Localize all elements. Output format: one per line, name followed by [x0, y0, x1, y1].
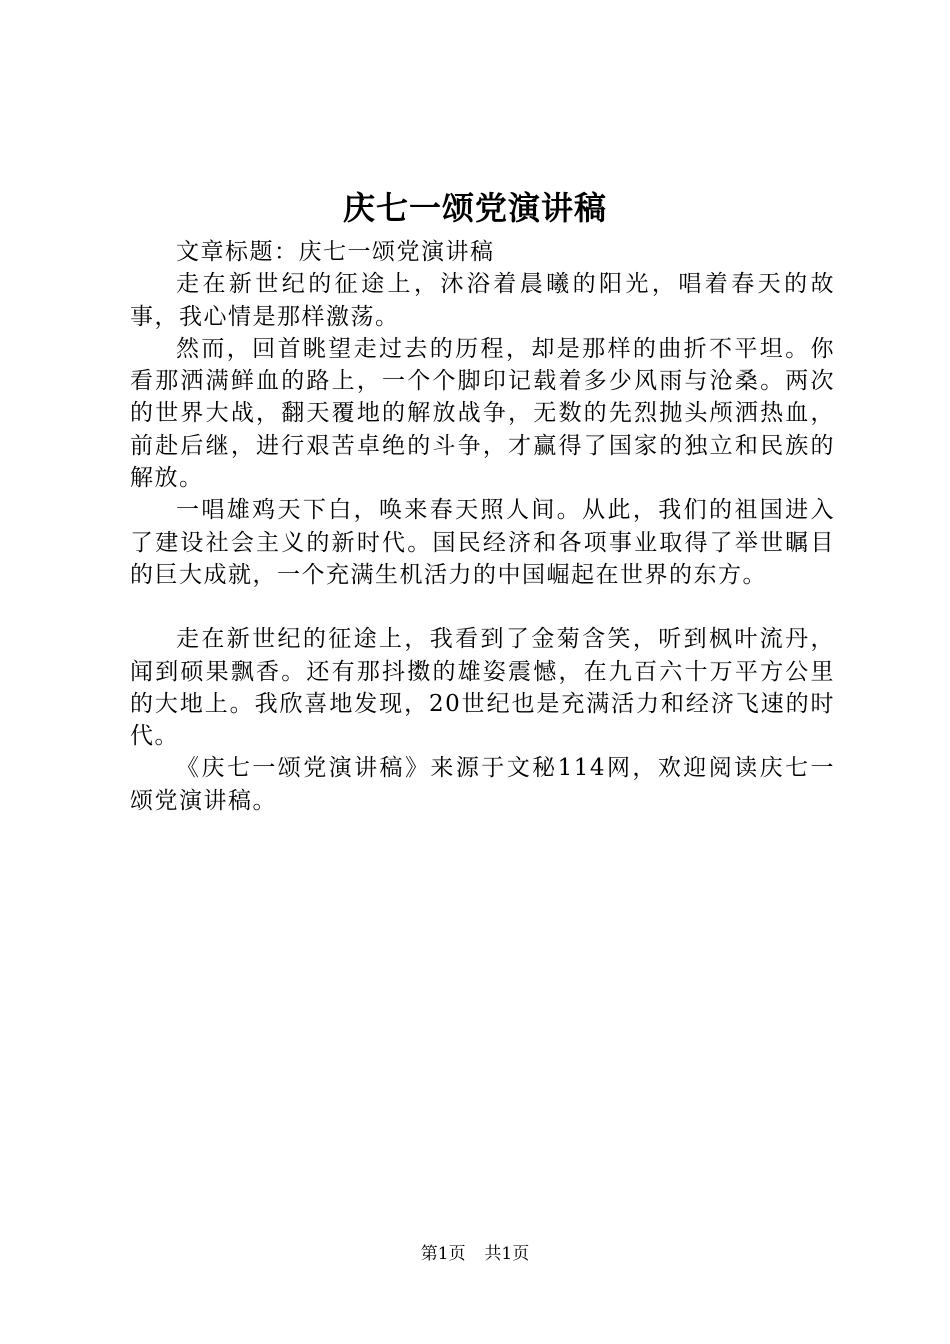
- document-body: [130, 236, 835, 817]
- paragraph-intro: 走在新世纪的征途上，沐浴着晨曦的阳光，唱着春天的故事，我心情是那样激荡。: [130, 271, 835, 330]
- paragraph-article-title: 文章标题：庆七一颂党演讲稿: [176, 239, 495, 265]
- page-footer: [0, 1242, 950, 1266]
- paragraph-new-century: 走在新世纪的征途上，我看到了金菊含笑，听到枫叶流丹，闻到硕果飘香。还有那抖擞的雄姿震憾，在九百六十万平方公里的大地上。我欣喜地发现，20世纪也是充满活力和经济飞速的时代。: [130, 626, 835, 750]
- paragraph-spacer: [130, 591, 835, 623]
- page-total: 共1页: [484, 1244, 530, 1264]
- paragraph-source-note: 《庆七一颂党演讲稿》来源于文秘114网，欢迎阅读庆七一颂党演讲稿。: [130, 755, 835, 814]
- paragraph-new-era: 一唱雄鸡天下白，唤来春天照人间。从此，我们的祖国进入了建设社会主义的新时代。国民经济和各项事业取得了举世瞩目的巨大成就，一个充满生机活力的中国崛起在世界的东方。: [130, 497, 835, 588]
- document-title: 庆七一颂党演讲稿: [342, 189, 607, 227]
- page-number: 第1页: [420, 1244, 466, 1264]
- paragraph-history: 然而，回首眺望走过去的历程，却是那样的曲折不平坦。你看那洒满鲜血的路上，一个个脚印记载着多少风雨与沧桑。两次的世界大战，翻天覆地的解放战争，无数的先烈抛头颅洒热血，前赴后继，进行艰苦卓绝的斗争，才赢得了国家的独立和民族的解放。: [130, 335, 835, 492]
